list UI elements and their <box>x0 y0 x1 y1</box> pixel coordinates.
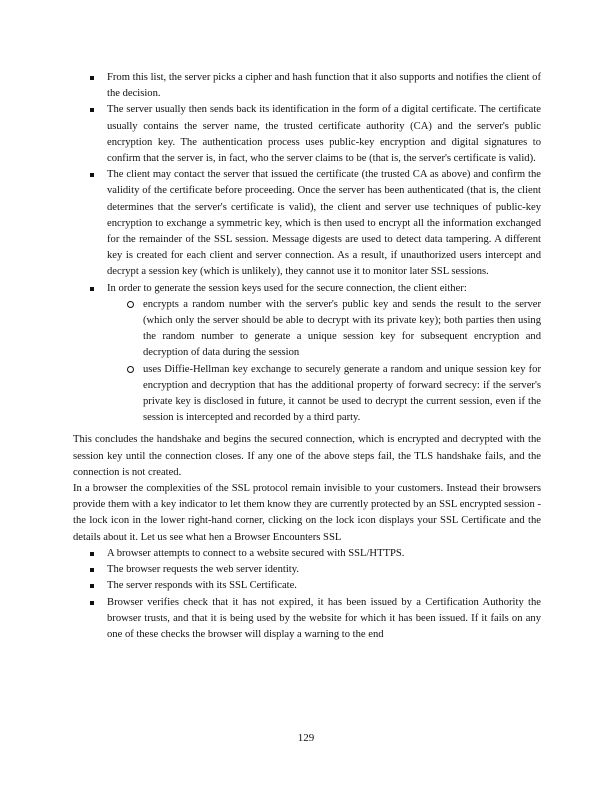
list-item-text: The client may contact the server that issued the certificate (the trusted CA as above) and confirm the validity of the certificate before proceeding. Once the server has been authenticated (that is, the client determines that the server's certificate is valid), the client and server use techniques of public-key encryption to exchange a symmetric key, which is then used to encrypt all the information exchanged for the remainder of the SSL session. Message digests are used to detect data tampering. A different key is created for each client and server connection. As a result, if unauthorized users intercept and decrypt a session key (which is unlikely), they cannot use it to monitor later SSL sessions. <box>107 169 541 278</box>
list-item-text: Browser verifies check that it has not expired, it has been issued by a Certification Authority the browser trusts, and that it is being used by the website for which it has been issued. If it fails on any one of these checks the browser will display a warning to the end <box>107 596 541 640</box>
sub-list-item <box>107 297 541 362</box>
square-bullet-icon <box>90 552 94 556</box>
square-bullet-icon <box>90 568 94 572</box>
square-bullet-icon <box>90 601 94 605</box>
sub-list-item <box>107 362 541 427</box>
handshake-steps-list <box>73 70 541 426</box>
session-key-options-list <box>107 297 541 427</box>
list-item <box>73 281 541 427</box>
square-bullet-icon <box>90 173 94 177</box>
list-item-text: In order to generate the session keys used for the secure connection, the client either: <box>107 282 467 294</box>
square-bullet-icon <box>90 287 94 291</box>
list-item <box>73 102 541 167</box>
list-item-text: The server usually then sends back its identification in the form of a digital certificate. The certificate usually contains the server name, the trusted certificate authority (CA) and the server's public encryption key. The authentication process uses public-key encryption and digital signatures to confirm that the server is, in fact, who the server claims to be (that is, the server's certificate is valid). <box>107 104 541 165</box>
list-item <box>73 562 541 578</box>
list-item-text: The browser requests the web server identity. <box>107 564 299 576</box>
square-bullet-icon <box>90 584 94 588</box>
list-item <box>73 546 541 562</box>
list-item-text: A browser attempts to connect to a website secured with SSL/HTTPS. <box>107 547 405 559</box>
list-item <box>73 70 541 102</box>
browser-ssl-steps-list <box>73 546 541 643</box>
circle-bullet-icon <box>127 366 134 373</box>
list-item <box>73 167 541 280</box>
list-item <box>73 595 541 644</box>
list-item <box>73 578 541 594</box>
handshake-conclusion-paragraph: This concludes the handshake and begins the secured connection, which is encrypted and decrypted with the session key until the connection closes. If any one of the above steps fail, the TLS handshake fails, and the connection is not created. <box>73 434 541 478</box>
circle-bullet-icon <box>127 301 134 308</box>
sub-list-item-text: encrypts a random number with the server's public key and sends the result to the server (which only the server should be able to decrypt with its private key); both parties then using the random number to generate a unique session key for subsequent encryption and decryption of data during the session <box>143 298 541 359</box>
square-bullet-icon <box>90 76 94 80</box>
list-item-text: From this list, the server picks a cipher and hash function that it also supports and notifies the client of the decision. <box>107 72 541 100</box>
browser-ssl-paragraph: In a browser the complexities of the SSL protocol remain invisible to your customers. Instead their browsers provide them with a key indicator to let them know they are currently protected by an SSL encrypted session - the lock icon in the lower right-hand corner, clicking on the lock icon displays your SSL Certificate and the details about it. Let us see what hen a Browser Encounters SSL <box>73 483 541 543</box>
page-content <box>73 70 541 643</box>
list-item-text: The server responds with its SSL Certificate. <box>107 580 297 592</box>
page-number: 129 <box>297 732 315 744</box>
sub-list-item-text: uses Diffie-Hellman key exchange to securely generate a random and unique session key for encryption and decryption that has the additional property of forward secrecy: if the server's private key is disclosed in future, it cannot be used to decrypt the current session, even if the session is intercepted and recorded by a third party. <box>143 363 541 424</box>
square-bullet-icon <box>90 108 94 112</box>
